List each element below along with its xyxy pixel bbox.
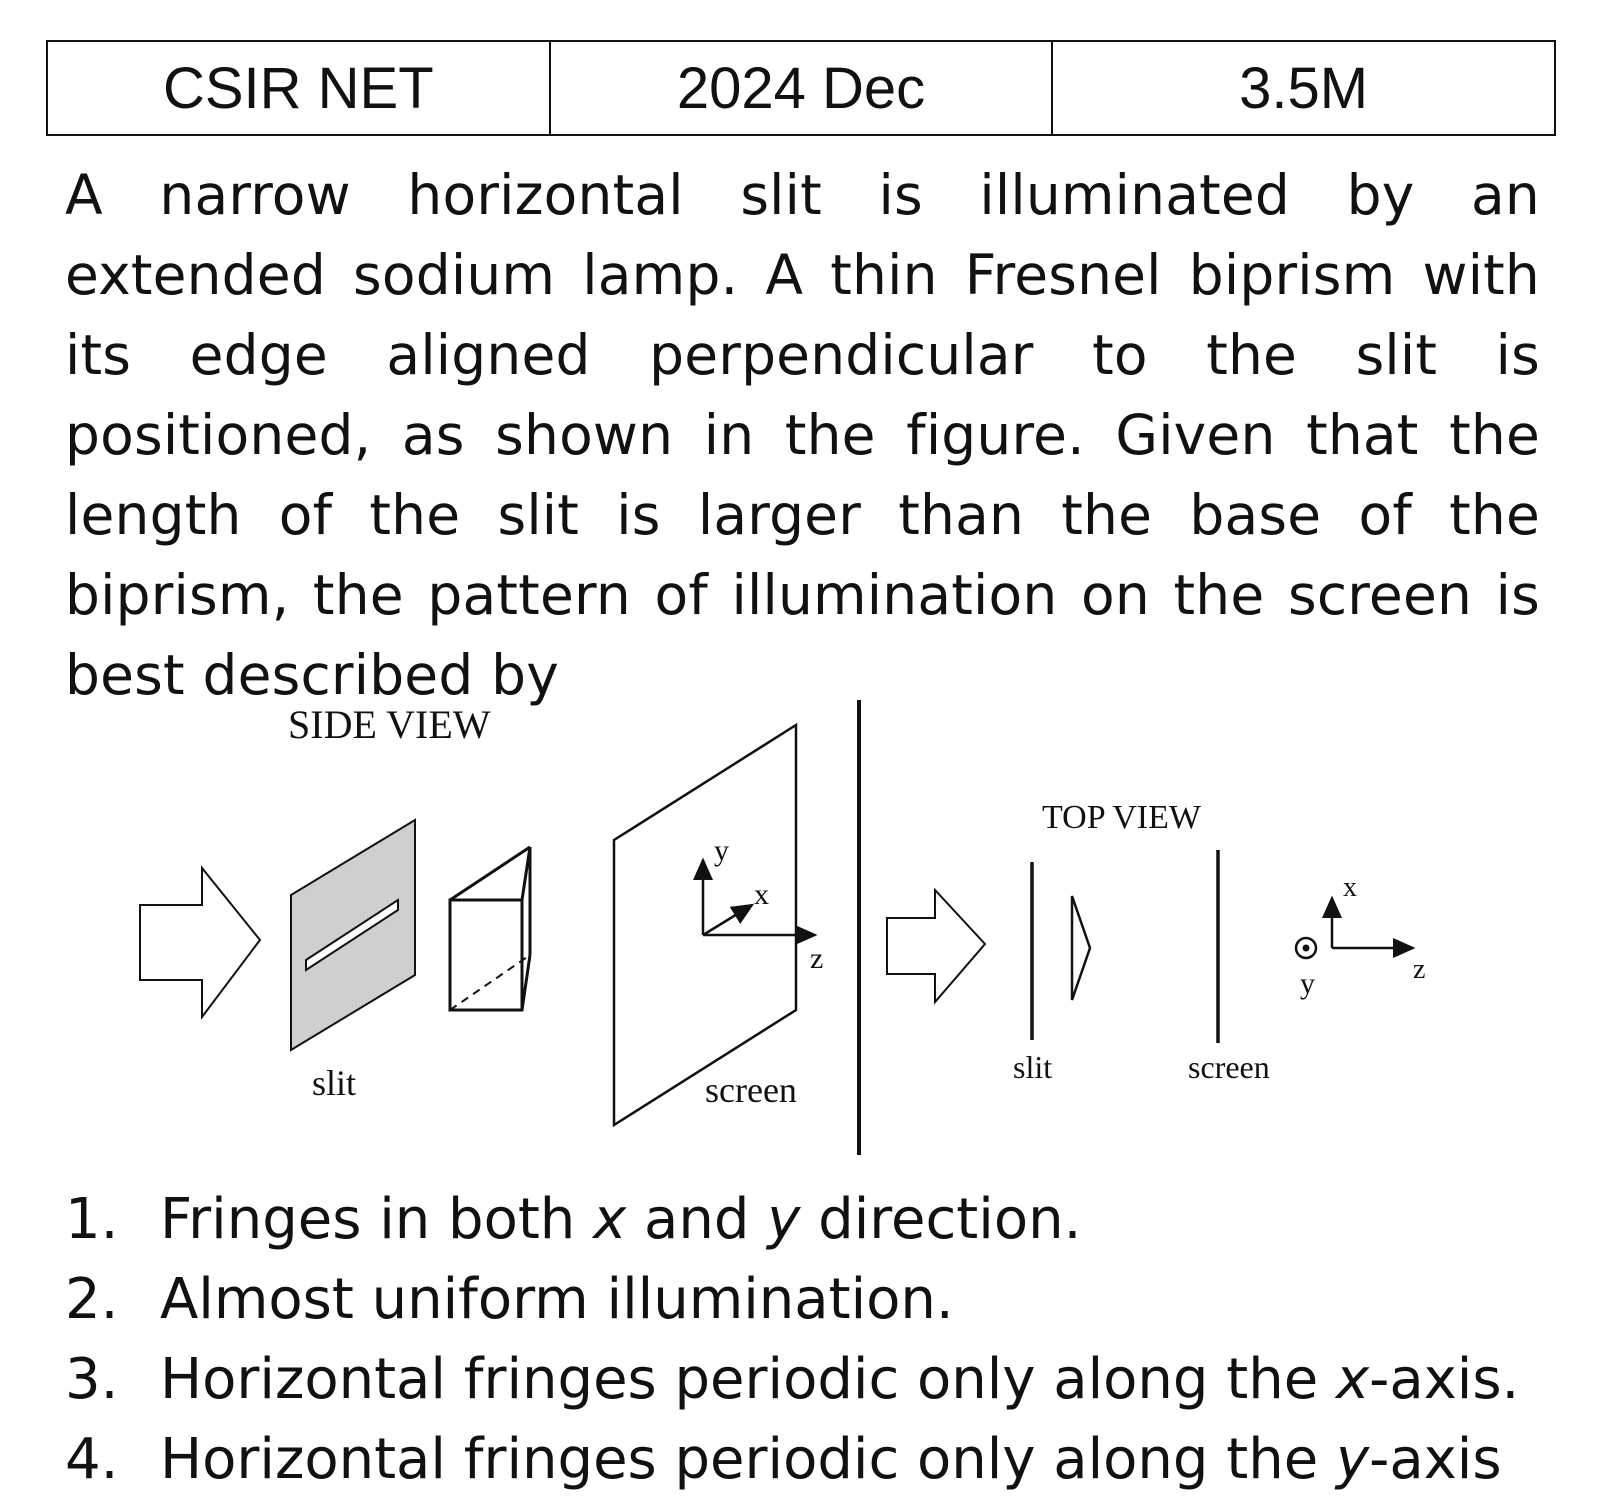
side-slit-label: slit (312, 1063, 357, 1103)
top-light-arrow-icon (887, 890, 985, 1002)
top-slit-label: slit (1013, 1049, 1053, 1085)
top-view-title: TOP VIEW (1042, 799, 1201, 836)
side-screen-label: screen (705, 1070, 797, 1110)
light-arrow-icon (140, 868, 260, 1017)
option-1[interactable]: 1. Fringes in both x and y direction. (65, 1187, 1082, 1252)
answer-options (65, 1180, 1565, 1500)
marks-cell: 3.5M (1052, 41, 1555, 135)
question-text: A narrow horizontal slit is illuminated by an extended sodium lamp. A thin Fresnel biprism with its edge aligned perpendicular to the slit is positioned, as shown in the figure. Given that the length of the slit is larger than the base of the biprism, the pattern of illumination on the screen is best described by (65, 163, 1540, 707)
side-axis-y: y (714, 834, 729, 867)
top-axis-z: z (1413, 954, 1426, 985)
top-axis-x: x (1343, 872, 1357, 903)
figure-svg (110, 700, 1490, 1190)
side-axis-z: z (810, 942, 824, 975)
top-axis-y: y (1300, 967, 1315, 1000)
option-2[interactable]: 2. Almost uniform illumination. (65, 1267, 954, 1332)
biprism-prism (450, 847, 530, 1010)
side-screen (614, 725, 796, 1125)
top-axes (1296, 898, 1413, 958)
option-4[interactable]: 4. Horizontal fringes periodic only along the y-axis (65, 1427, 1502, 1492)
biprism-figure (110, 700, 1490, 1190)
side-axis-x: x (754, 878, 769, 911)
option-3[interactable]: 3. Horizontal fringes periodic only along the x-axis. (65, 1347, 1520, 1412)
top-biprism (1072, 896, 1090, 1000)
question-header-table (46, 40, 1556, 136)
exam-name-cell: CSIR NET (47, 41, 550, 135)
side-view-title: SIDE VIEW (288, 702, 491, 747)
exam-session-cell: 2024 Dec (550, 41, 1053, 135)
top-screen-label: screen (1188, 1049, 1270, 1085)
